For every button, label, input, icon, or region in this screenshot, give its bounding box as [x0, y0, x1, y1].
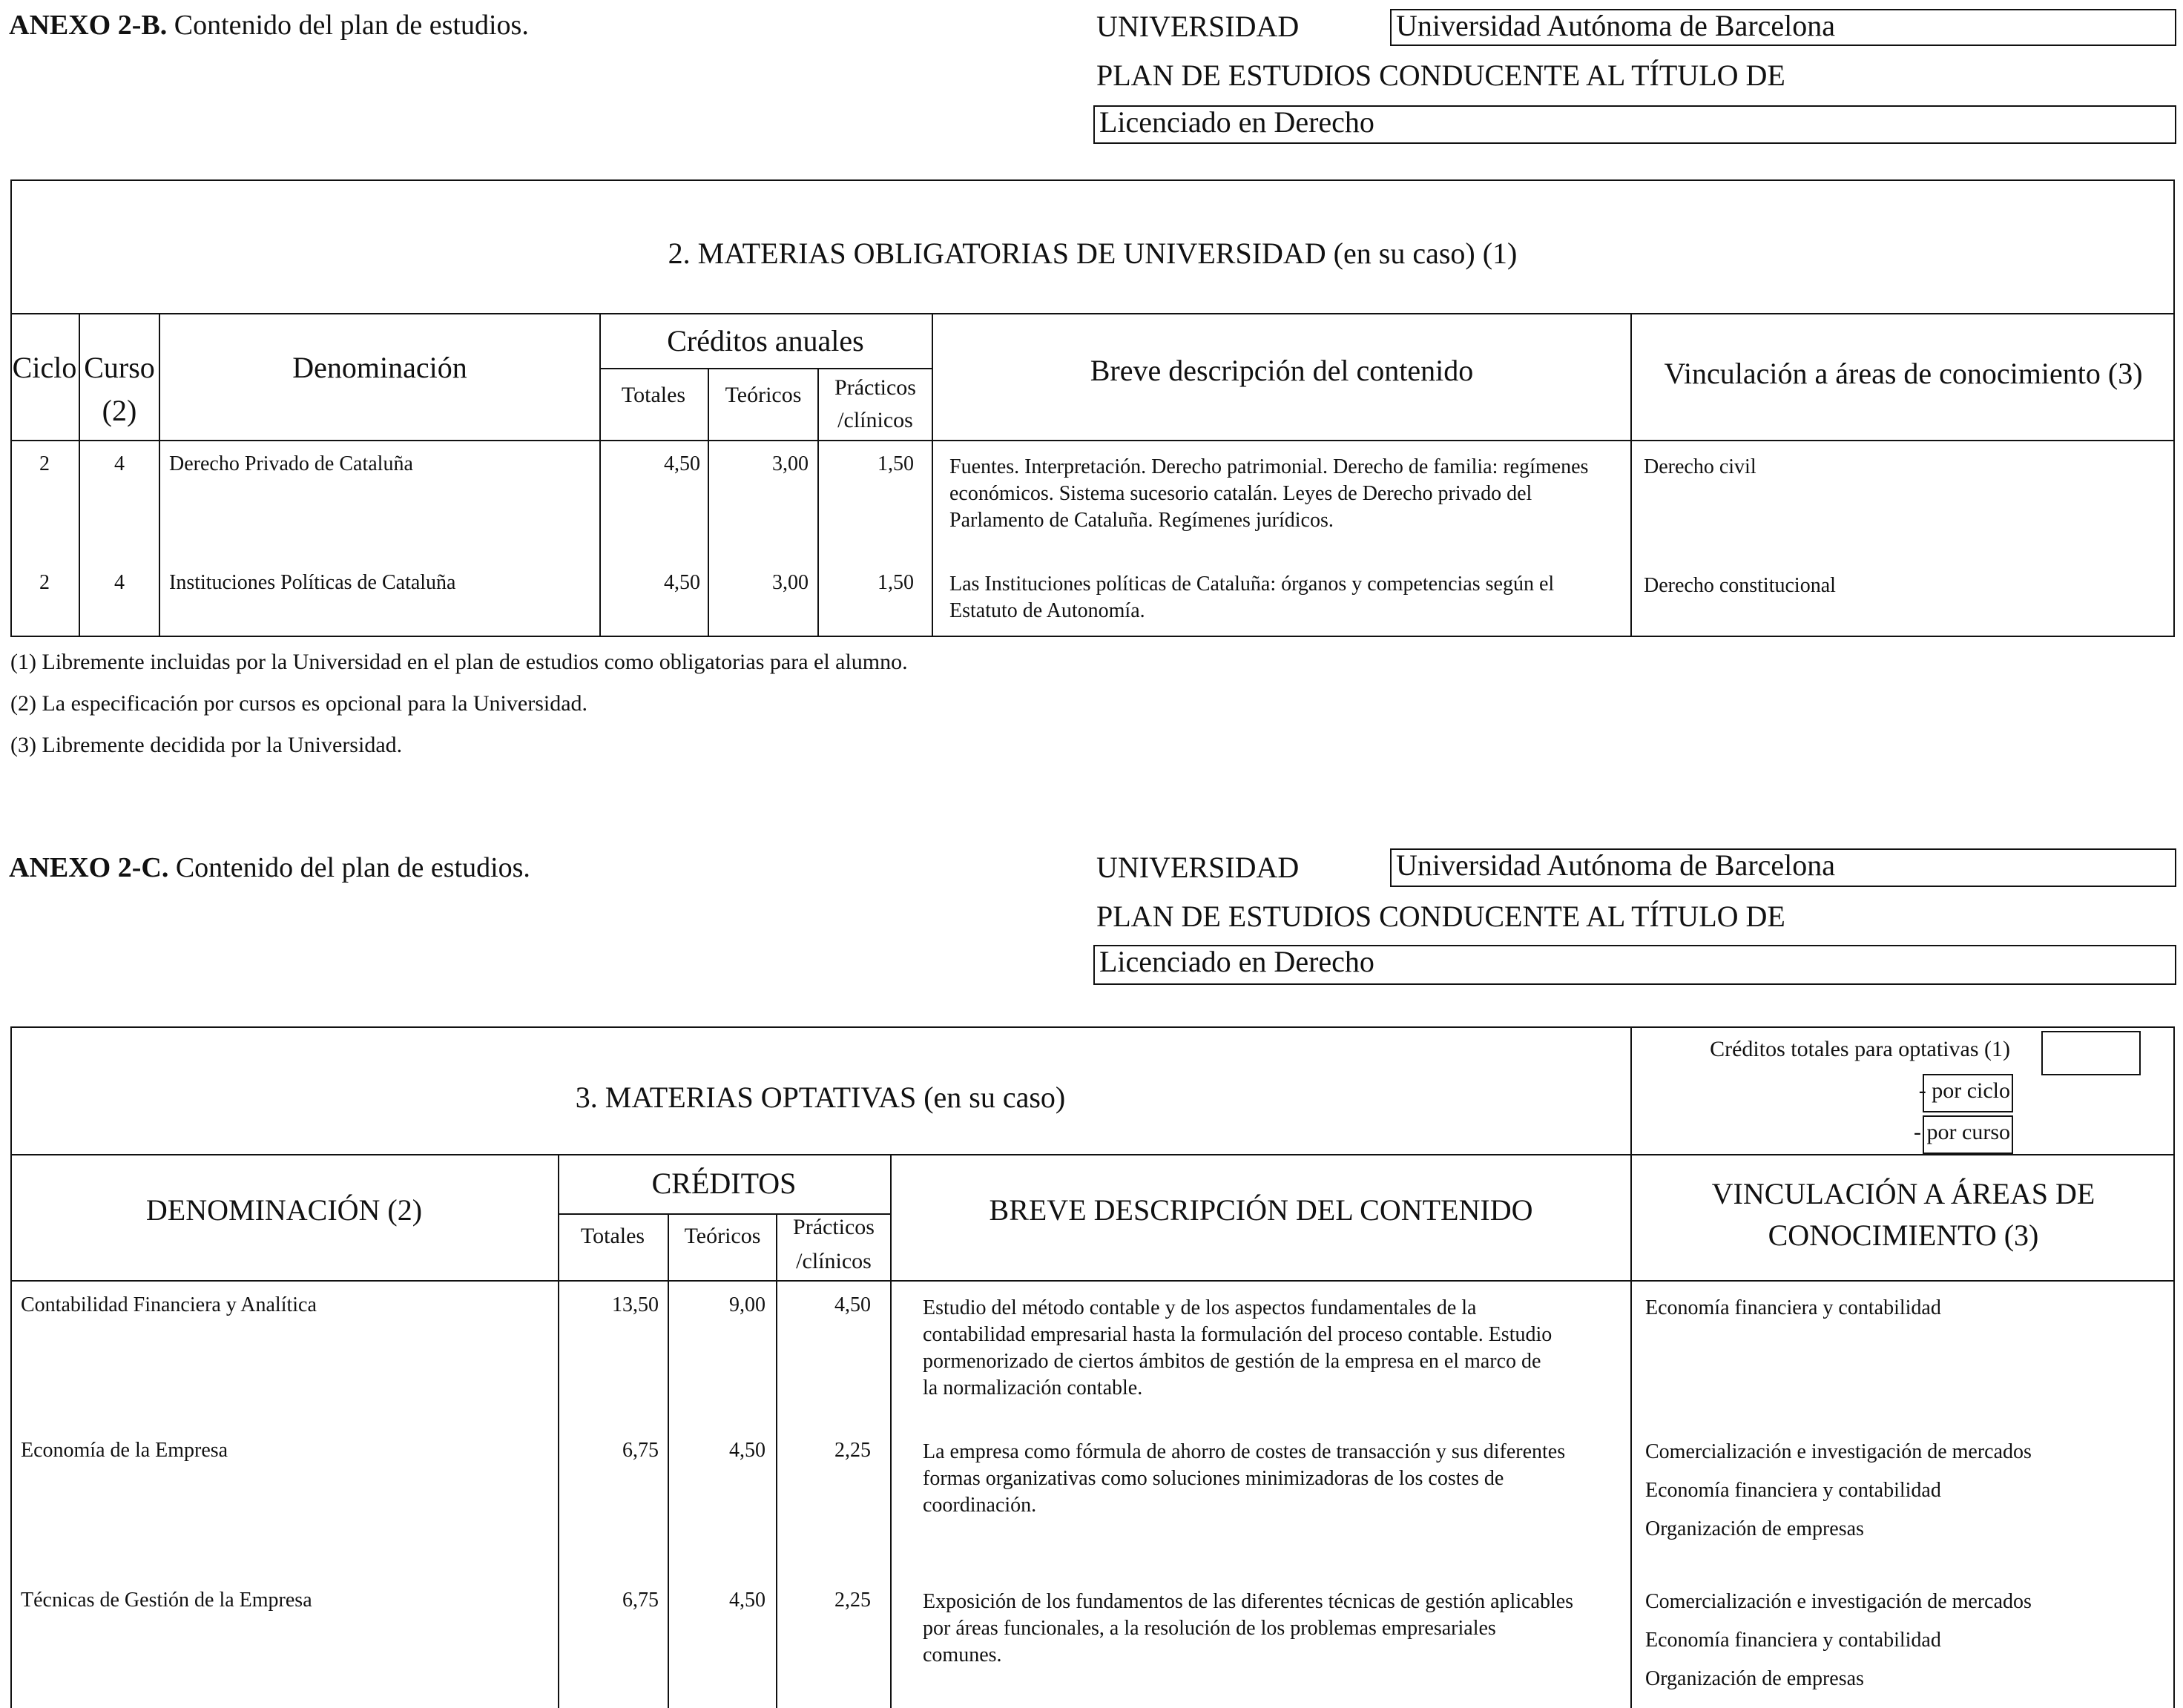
optativas-por-curso-label: - por curso	[1914, 1120, 2010, 1144]
anexo-c-title-rest: Contenido del plan de estudios.	[175, 852, 530, 883]
opt-row2-area-1: Comercialización e investigación de mercados	[1645, 1440, 2032, 1463]
row1-teoricos: 3,00	[772, 452, 809, 475]
opt-row3-totales: 6,75	[622, 1589, 659, 1612]
anexo-b-titulo-field: Licenciado en Derecho	[1093, 105, 2176, 144]
table-optativas-title: 3. MATERIAS OPTATIVAS (en su caso)	[575, 1081, 1066, 1114]
opt-row3-area-1: Comercialización e investigación de mercados	[1645, 1590, 2032, 1613]
optativas-por-ciclo-label: - por ciclo	[1918, 1078, 2010, 1103]
header-curso: Curso	[84, 351, 155, 384]
header-vinculacion-c-2: CONOCIMIENTO (3)	[1768, 1219, 2039, 1252]
anexo-b-plan-label: PLAN DE ESTUDIOS CONDUCENTE AL TÍTULO DE	[1096, 59, 1785, 92]
row1-practicos: 1,50	[878, 452, 914, 475]
row1-totales: 4,50	[664, 452, 700, 475]
opt-row2-teoricos: 4,50	[729, 1439, 765, 1462]
optativas-por-ciclo-box	[1923, 1074, 2013, 1112]
anexo-c-plan-label: PLAN DE ESTUDIOS CONDUCENTE AL TÍTULO DE	[1096, 900, 1785, 933]
header-practicos-c: Prácticos	[793, 1215, 875, 1239]
opt-row2-totales: 6,75	[622, 1439, 659, 1462]
row2-totales: 4,50	[664, 571, 700, 594]
note-1: (1) Libremente incluidas por la Universidad en el plan de estudios como obligatorias para el alumno.	[10, 650, 908, 674]
header-ciclo: Ciclo	[12, 351, 77, 384]
opt-row3-practicos: 2,25	[834, 1589, 871, 1612]
row2-teoricos: 3,00	[772, 571, 809, 594]
anexo-b-title-rest: Contenido del plan de estudios.	[174, 10, 529, 41]
header-creditos-c: CRÉDITOS	[651, 1167, 797, 1200]
opt-row3-denominacion: Técnicas de Gestión de la Empresa	[21, 1589, 312, 1612]
opt-row3-teoricos: 4,50	[729, 1589, 765, 1612]
row1-denominacion: Derecho Privado de Cataluña	[169, 452, 413, 475]
note-3: (3) Libremente decidida por la Universidad.	[10, 733, 403, 757]
anexo-b-title	[9, 9, 529, 42]
row1-ciclo: 2	[39, 452, 50, 475]
optativas-total-box	[2041, 1031, 2141, 1075]
opt-row2-descripcion: La empresa como fórmula de ahorro de costes de transacción y sus diferentes formas organizativas como soluciones minimizadoras de los costes de coordinación.	[923, 1440, 1566, 1517]
header-totales: Totales	[621, 383, 686, 407]
header-creditos-anuales: Créditos anuales	[667, 324, 864, 357]
header-vinculacion: Vinculación a áreas de conocimiento (3)	[1664, 357, 2143, 390]
row1-curso: 4	[114, 452, 125, 475]
opt-row1-practicos: 4,50	[834, 1293, 871, 1316]
header-practicos: Prácticos	[834, 375, 916, 400]
row2-vinculacion: Derecho constitucional	[1644, 574, 1836, 597]
optativas-por-curso-box	[1923, 1115, 2013, 1154]
anexo-c-title-bold: ANEXO 2-C.	[9, 852, 169, 883]
header-teoricos: Teóricos	[725, 383, 802, 407]
opt-row3-area-2: Economía financiera y contabilidad	[1645, 1629, 1941, 1652]
header-denominacion-c: DENOMINACIÓN (2)	[145, 1193, 423, 1227]
row1-vinculacion: Derecho civil	[1644, 455, 1756, 478]
header-totales-c: Totales	[580, 1224, 645, 1248]
anexo-c-title	[9, 851, 530, 884]
header-curso-note: (2)	[102, 394, 137, 427]
header-clinicos: /clínicos	[837, 408, 913, 432]
anexo-b-universidad-field: Universidad Autónoma de Barcelona	[1390, 9, 2176, 46]
row2-ciclo: 2	[39, 571, 50, 594]
opt-row3-descripcion: Exposición de los fundamentos de las diferentes técnicas de gestión aplicables por áreas funcionales, a la resolución de los problemas empresariales comunes.	[923, 1590, 1574, 1666]
row2-curso: 4	[114, 571, 125, 594]
opt-row2-denominacion: Economía de la Empresa	[21, 1439, 228, 1462]
anexo-b-universidad-label: UNIVERSIDAD	[1096, 10, 1300, 43]
anexo-b-title-bold: ANEXO 2-B.	[9, 10, 168, 41]
opt-row1-descripcion: Estudio del método contable y de los aspectos fundamentales de la contabilidad empresarial hasta la formulación del proceso contable. Estudio pormenorizado de ciertos ámbitos de gestión de la empresa en el marco de la normalización contable.	[923, 1296, 1553, 1399]
row2-denominacion: Instituciones Políticas de Cataluña	[169, 571, 456, 594]
row2-practicos: 1,50	[878, 571, 914, 594]
anexo-c-titulo-field: Licenciado en Derecho	[1093, 945, 2176, 985]
opt-row2-area-3: Organización de empresas	[1645, 1517, 1864, 1540]
header-vinculacion-c-1: VINCULACIÓN A ÁREAS DE	[1711, 1177, 2095, 1210]
row2-descripcion: Las Instituciones políticas de Cataluña: órganos y competencias según el Estatuto de Autonomía.	[949, 573, 1555, 622]
opt-row1-area-1: Economía financiera y contabilidad	[1645, 1296, 1941, 1319]
opt-row1-denominacion: Contabilidad Financiera y Analítica	[21, 1293, 317, 1316]
opt-row1-totales: 13,50	[612, 1293, 659, 1316]
opt-row2-practicos: 2,25	[834, 1439, 871, 1462]
header-clinicos-c: /clínicos	[796, 1249, 872, 1273]
optativas-total-label: Créditos totales para optativas (1)	[1710, 1037, 2010, 1061]
opt-row1-teoricos: 9,00	[729, 1293, 765, 1316]
header-teoricos-c: Teóricos	[684, 1224, 761, 1248]
note-2: (2) La especificación por cursos es opcional para la Universidad.	[10, 691, 588, 716]
header-descripcion: Breve descripción del contenido	[1090, 354, 1474, 387]
anexo-c-universidad-field: Universidad Autónoma de Barcelona	[1390, 848, 2176, 887]
opt-row2-area-2: Economía financiera y contabilidad	[1645, 1479, 1941, 1502]
table-obligatorias-title: 2. MATERIAS OBLIGATORIAS DE UNIVERSIDAD (en su caso) (1)	[668, 237, 1518, 270]
header-descripcion-c: BREVE DESCRIPCIÓN DEL CONTENIDO	[989, 1193, 1533, 1227]
row1-descripcion: Fuentes. Interpretación. Derecho patrimonial. Derecho de familia: regímenes económicos. Sistema sucesorio catalán. Leyes de Derecho privado del Parlamento de Cataluña. Regímenes jurídicos.	[949, 455, 1589, 532]
header-denominacion: Denominación	[292, 351, 467, 384]
anexo-c-universidad-label: UNIVERSIDAD	[1096, 851, 1300, 884]
opt-row3-area-3: Organización de empresas	[1645, 1667, 1864, 1690]
